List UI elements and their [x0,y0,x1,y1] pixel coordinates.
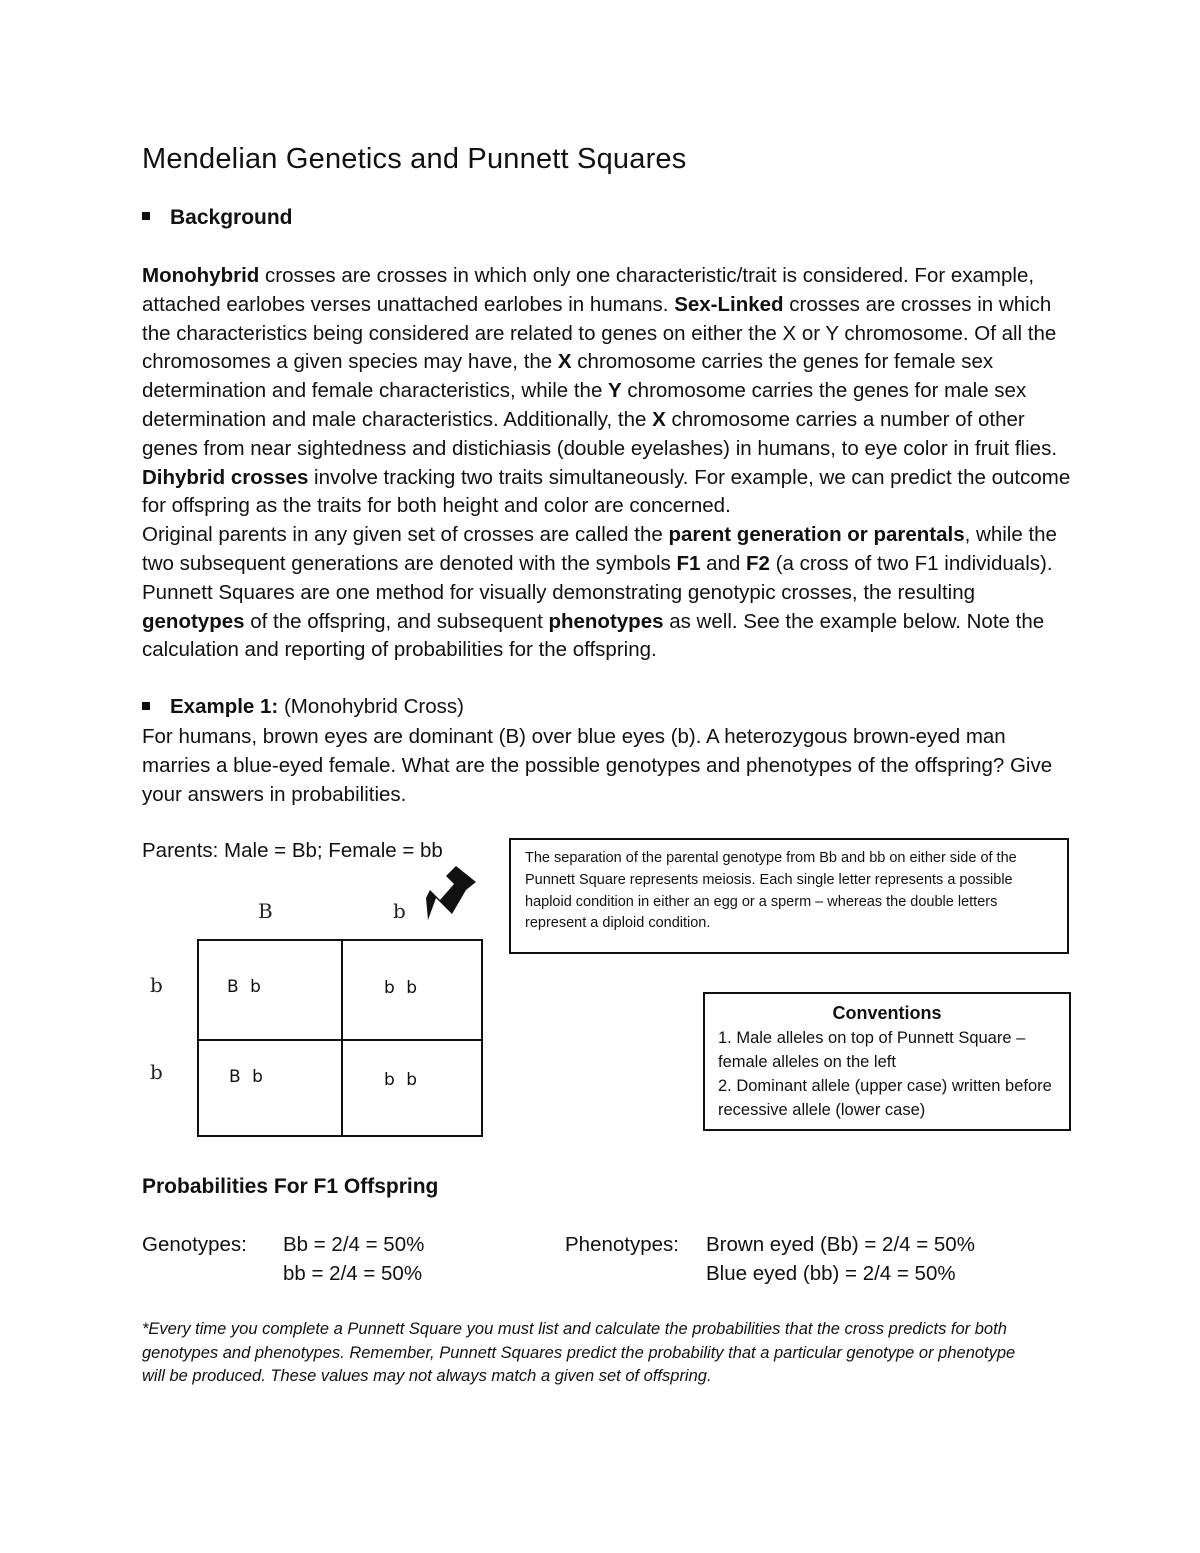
phenotype-2: Blue eyed (bb) = 2/4 = 50% [706,1262,956,1285]
background-heading [142,206,293,230]
punnett-square [197,939,483,1137]
paragraph2-run-4: and [700,551,747,575]
paragraph1-run-2: Sex-Linked [674,292,784,316]
convention-item-1: 1. Male alleles on top of Punnett Square – female alleles on the left [718,1029,1026,1071]
paragraph1-run-6: Y [608,379,622,403]
bullet-square-icon [142,702,150,710]
punnett-left-allele-1: b [150,973,163,997]
paragraph1-run-0: Monohybrid [142,264,260,287]
paragraph2-run-9: phenotypes [548,609,664,633]
example-text: For humans, brown eyes are dominant (B) over blue eyes (b). A heterozygous brown-eyed man marries a blue-eyed female. What are the possible genotypes and phenotypes of the offspring? Give your answers in probabilities. [142,725,1053,806]
punnett-left-allele-2: b [150,1060,163,1084]
paragraph1-run-9: chromosome carries a number of other genes from near sightedness and distichiasis (double eyelashes) in humans, to eye color in fruit flies. [142,407,1058,460]
punnett-cell-1: B b [227,977,264,997]
paragraph2-run-8: of the offspring, and subsequent [244,609,549,633]
punnett-divider-horizontal [199,1039,481,1041]
phenotype-1: Brown eyed (Bb) = 2/4 = 50% [706,1233,975,1256]
genotype-2: bb = 2/4 = 50% [283,1262,423,1285]
paragraph2-run-2: , while the two subsequent generations are denoted with the symbols [142,523,1057,575]
paragraph-monohybrid [142,262,1072,521]
paragraph1-run-4: X [557,350,572,374]
example-sublabel: (Monohybrid Cross) [283,695,464,718]
paragraph1-run-1: crosses are crosses in which only one characteristic/trait is considered. For example, attached earlobes verses unattached earlobes in humans. [142,264,1035,316]
paragraph2-run-5: F2 [746,551,770,575]
paragraph1-run-7: chromosome carries the genes for male sex determination and male characteristics. Additionally, the [142,379,1027,431]
probabilities-heading: Probabilities For F1 Offspring [142,1175,439,1198]
punnett-cell-2: b b [384,978,420,998]
paragraph2-run-10: as well. See the example below. Note the calculation and reporting of probabilities for the offspring. [142,609,1045,662]
example-heading [142,695,464,719]
paragraph1-run-5: chromosome carries the genes for female sex determination and female characteristics, while the [142,350,994,403]
conventions-box [703,992,1071,1131]
paragraph-parentals [142,521,1072,665]
paragraph2-run-7: genotypes [142,609,245,633]
phenotypes-label: Phenotypes: [565,1233,679,1256]
arrow-icon [426,864,480,924]
background-heading-text: Background [170,206,293,229]
paragraph2-run-1: parent generation or parentals [668,523,965,547]
conventions-heading: Conventions [832,1003,942,1023]
punnett-divider-vertical [341,941,343,1135]
paragraph2-run-3: F1 [676,551,701,575]
paragraph1-run-11: involve tracking two traits simultaneously. For example, we can predict the outcome for offspring as the traits for both height and color are concerned. [142,465,1071,518]
body-text [142,262,1072,665]
paragraph1-run-3: crosses are crosses in which the characteristics being considered are related to genes on either the X or Y chromosome. Of all the chromosomes a given species may have, the [142,292,1057,374]
punnett-top-allele-1: B [258,899,273,923]
page-title: Mendelian Genetics and Punnett Squares [142,143,687,175]
punnett-top-allele-2: b [393,899,406,923]
meiosis-note-box: The separation of the parental genotype from Bb and bb on either side of the Punnett Square represents meiosis. Each single letter represents a possible haploid condition in either an egg or a sperm – whereas the double letters represent a diploid condition. [509,838,1069,954]
punnett-cell-4: b b [384,1070,420,1090]
convention-item-2: 2. Dominant allele (upper case) written before recessive allele (lower case) [718,1077,1052,1119]
genotypes-label: Genotypes: [142,1233,247,1256]
genotype-1: Bb = 2/4 = 50% [283,1233,425,1256]
punnett-cell-3: B b [229,1067,266,1087]
paragraph2-run-6: (a cross of two F1 individuals). Punnett Squares are one method for visually demonstrating genotypic crosses, the resulting [142,551,1053,604]
parents-line: Parents: Male = Bb; Female = bb [142,839,443,862]
footnote: *Every time you complete a Punnett Square you must list and calculate the probabilities that the cross predicts for both genotypes and phenotypes. Remember, Punnett Squares predict the probability that a particular genotype or phenotype will be produced. These values may not always match a given set of offspring. [142,1320,1016,1385]
paragraph2-run-0: Original parents in any given set of crosses are called the [142,523,669,547]
paragraph1-run-10: Dihybrid crosses [142,465,309,489]
example-label: Example 1: [170,695,279,718]
paragraph1-run-8: X [652,407,666,431]
bullet-square-icon [142,212,150,220]
